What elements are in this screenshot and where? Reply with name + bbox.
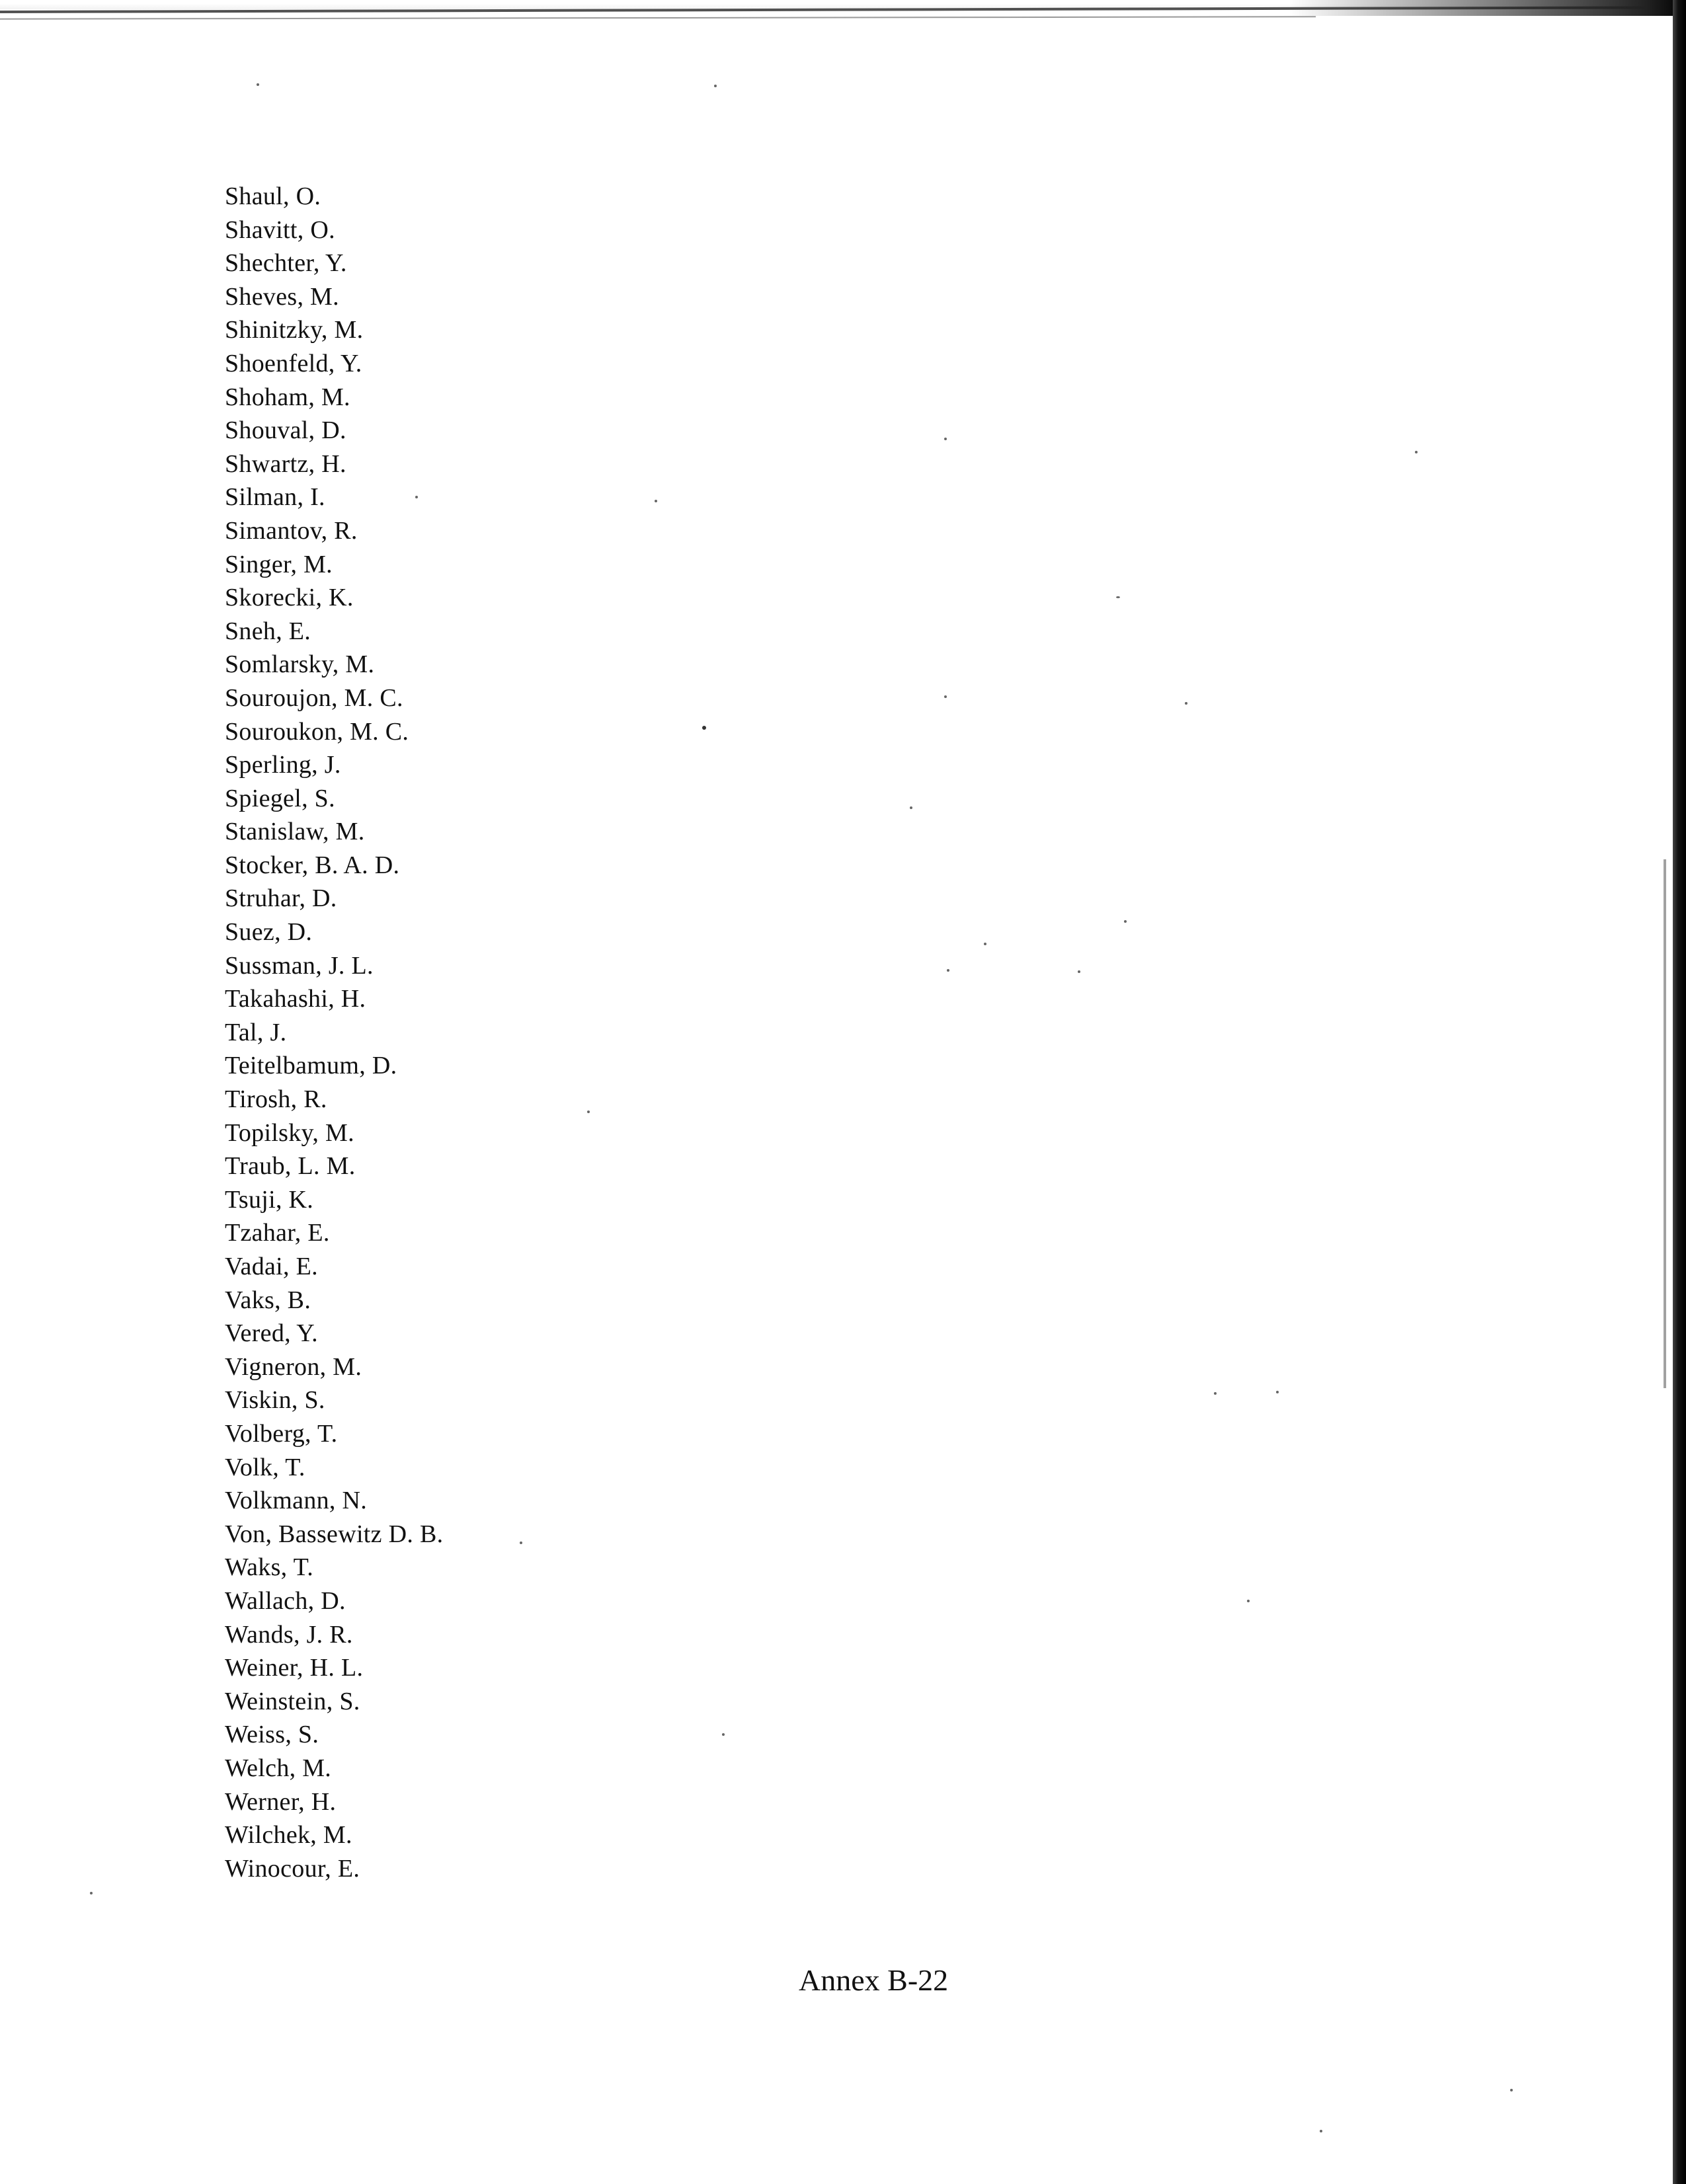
scan-speck xyxy=(1276,1391,1279,1393)
scan-speck xyxy=(1078,970,1080,973)
list-item: Von, Bassewitz D. B. xyxy=(225,1520,444,1548)
list-item: Sheves, M. xyxy=(225,282,339,311)
list-item: Vadai, E. xyxy=(225,1253,318,1280)
list-item: Weinstein, S. xyxy=(225,1687,360,1715)
list-item: Tal, J. xyxy=(225,1018,287,1046)
list-item: Sperling, J. xyxy=(225,751,341,779)
list-item: Shinitzky, M. xyxy=(225,316,364,344)
scan-speck xyxy=(655,500,657,502)
list-item: Winocour, E. xyxy=(225,1854,360,1883)
scan-speck xyxy=(947,969,949,972)
list-item: Tsuji, K. xyxy=(225,1185,314,1214)
name-list xyxy=(225,180,443,1885)
list-item: Sneh, E. xyxy=(225,617,311,645)
list-item: Volkmann, N. xyxy=(225,1487,368,1515)
list-item: Wallach, D. xyxy=(225,1586,346,1615)
list-item: Tirosh, R. xyxy=(225,1085,327,1114)
scan-speck xyxy=(722,1733,725,1736)
list-item: Shoham, M. xyxy=(225,383,350,411)
scan-speck xyxy=(714,85,717,87)
list-item: Waks, T. xyxy=(225,1553,314,1582)
list-item: Vigneron, M. xyxy=(225,1352,362,1381)
scan-speck xyxy=(1415,451,1418,453)
scan-speck xyxy=(1247,1600,1250,1602)
list-item: Shouval, D. xyxy=(225,416,346,445)
scan-right-edge xyxy=(1673,0,1686,2184)
list-item: Weiss, S. xyxy=(225,1721,319,1749)
page-footer-label: Annex B-22 xyxy=(799,1963,949,1997)
list-item: Simantov, R. xyxy=(225,516,358,545)
scan-top-right-shadow xyxy=(1289,0,1686,16)
scan-speck xyxy=(1116,596,1120,598)
scan-speck xyxy=(415,496,418,498)
list-item: Struhar, D. xyxy=(225,884,337,913)
list-item: Stanislaw, M. xyxy=(225,818,365,846)
scan-speck xyxy=(702,726,706,730)
list-item: Viskin, S. xyxy=(225,1386,325,1415)
list-item: Wilchek, M. xyxy=(225,1821,352,1850)
list-item: Stocker, B. A. D. xyxy=(225,851,400,879)
list-item: Weiner, H. L. xyxy=(225,1654,364,1682)
list-item: Souroujon, M. C. xyxy=(225,683,403,712)
list-item: Vered, Y. xyxy=(225,1319,318,1348)
list-item: Souroukon, M. C. xyxy=(225,717,409,746)
list-item: Welch, M. xyxy=(225,1754,332,1782)
list-item: Spiegel, S. xyxy=(225,784,335,812)
scan-speck xyxy=(1320,2130,1322,2132)
list-item: Shechter, Y. xyxy=(225,249,347,278)
list-item: Volk, T. xyxy=(225,1453,305,1481)
scan-speck xyxy=(257,83,259,86)
scan-speck xyxy=(1214,1392,1217,1395)
list-item: Suez, D. xyxy=(225,918,313,947)
scan-speck xyxy=(520,1541,522,1544)
scan-speck xyxy=(984,943,986,945)
scan-speck xyxy=(944,695,947,698)
list-item: Takahashi, H. xyxy=(225,985,366,1013)
list-item: Shoenfeld, Y. xyxy=(225,349,362,377)
list-item: Tzahar, E. xyxy=(225,1219,330,1247)
scan-speck xyxy=(1185,702,1187,705)
list-item: Teitelbamum, D. xyxy=(225,1052,397,1080)
list-item: Singer, M. xyxy=(225,550,333,578)
scan-speck xyxy=(944,438,947,440)
scan-speck xyxy=(910,806,912,809)
list-item: Shavitt, O. xyxy=(225,215,335,244)
list-item: Topilsky, M. xyxy=(225,1118,354,1147)
list-item: Vaks, B. xyxy=(225,1286,311,1314)
scan-speck xyxy=(1124,920,1127,923)
list-item: Volberg, T. xyxy=(225,1419,338,1448)
list-item: Skorecki, K. xyxy=(225,584,354,612)
list-item: Wands, J. R. xyxy=(225,1620,353,1649)
list-item: Shwartz, H. xyxy=(225,449,346,478)
scan-speck xyxy=(587,1111,590,1113)
list-item: Werner, H. xyxy=(225,1787,337,1816)
list-item: Sussman, J. L. xyxy=(225,951,374,980)
scan-top-rule-secondary xyxy=(0,16,1316,19)
list-item: Somlarsky, M. xyxy=(225,650,375,679)
list-item: Shaul, O. xyxy=(225,182,321,210)
scan-speck xyxy=(90,1892,93,1894)
list-item: Silman, I. xyxy=(225,483,325,512)
scan-speck xyxy=(1510,2089,1513,2091)
scan-right-rule xyxy=(1664,859,1666,1388)
list-item: Traub, L. M. xyxy=(225,1152,356,1181)
